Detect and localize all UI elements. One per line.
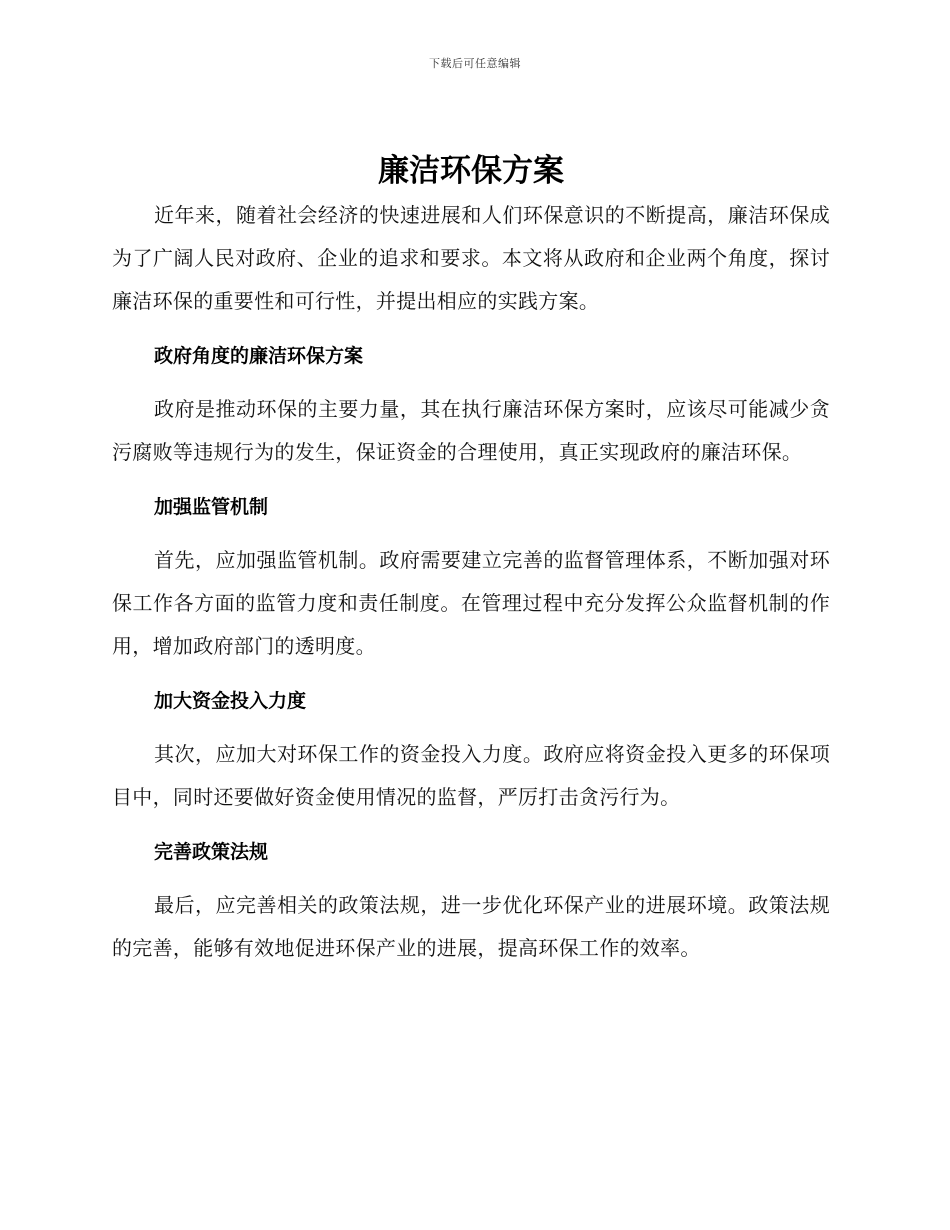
section-body-government: 政府是推动环保的主要力量，其在执行廉洁环保方案时，应该尽可能减少贪污腐败等违规行为的发生，保证资金的合理使用，真正实现政府的廉洁环保。 [112,397,830,464]
section-heading-government: 政府角度的廉洁环保方案 [154,345,364,367]
header-note: 下载后可任意编辑 [429,57,521,70]
section-body-supervision: 首先，应加强监管机制。政府需要建立完善的监督管理体系，不断加强对环保工作各方面的监管力度和责任制度。在管理过程中充分发挥公众监督机制的作用，增加政府部门的透明度。 [112,548,830,658]
intro-paragraph: 近年来，随着社会经济的快速进展和人们环保意识的不断提高，廉洁环保成为了广阔人民对政府、企业的追求和要求。本文将从政府和企业两个角度，探讨廉洁环保的重要性和可行性，并提出相应的实践方案。 [112,203,830,313]
document-title: 廉洁环保方案 [378,153,564,189]
section-heading-supervision: 加强监管机制 [154,496,269,518]
section-body-policy: 最后，应完善相关的政策法规，进一步优化环保产业的进展环境。政策法规的完善，能够有效地促进环保产业的进展，提高环保工作的效率。 [112,893,830,960]
section-heading-funding: 加大资金投入力度 [154,690,307,712]
section-body-funding: 其次，应加大对环保工作的资金投入力度。政府应将资金投入更多的环保项目中，同时还要做好资金使用情况的监督，严厉打击贪污行为。 [112,742,830,809]
section-heading-policy: 完善政策法规 [154,841,269,863]
document-content [112,148,830,970]
